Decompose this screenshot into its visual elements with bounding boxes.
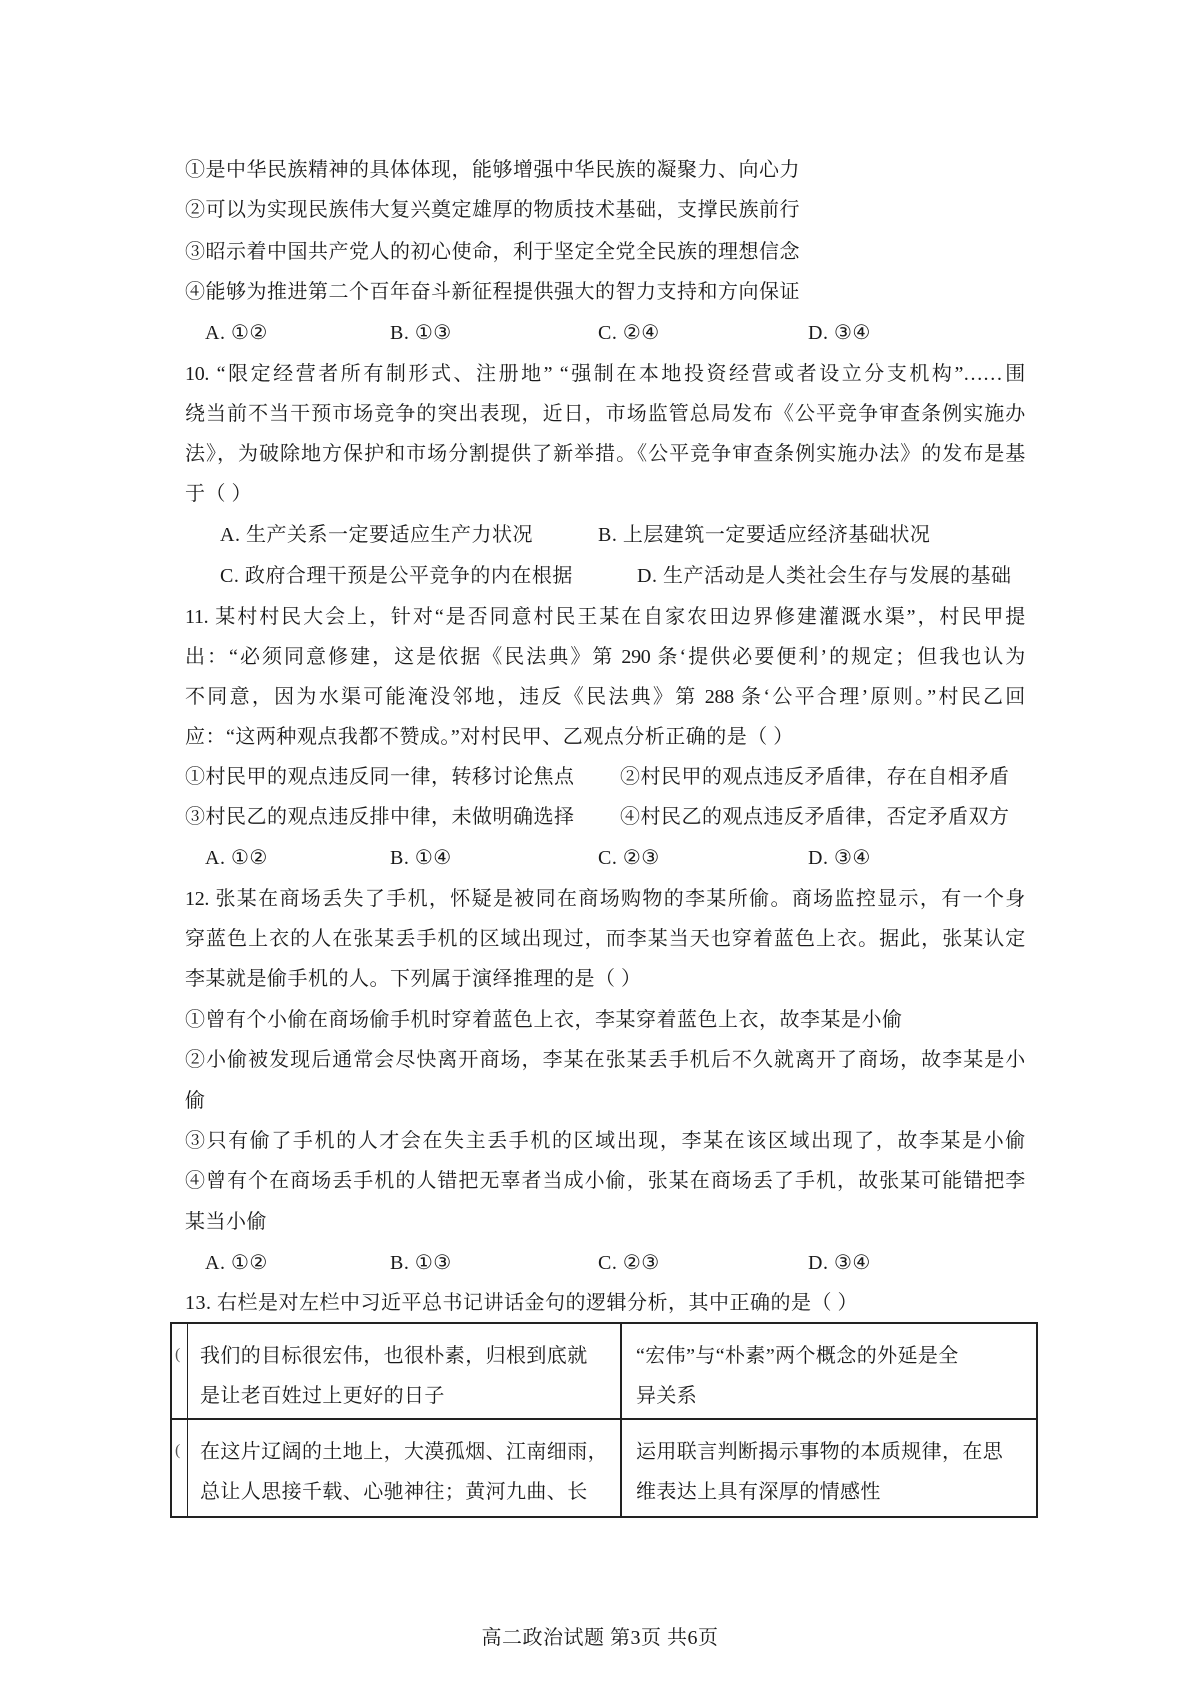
q12-statement-1: ①曾有个小偷在商场偷手机时穿着蓝色上衣，李某穿着蓝色上衣，故李某是小偷	[185, 1009, 903, 1031]
q11-option-b: B. ①④	[390, 847, 452, 869]
table-row-2-quote-line-1: 在这片辽阔的土地上，大漠孤烟、江南细雨，	[200, 1441, 608, 1463]
q11-option-c: C. ②③	[598, 847, 660, 869]
q10-stem-line-2: 绕当前不当干预市场竞争的突出表现，近日，市场监管总局发布《公平竞争审查条例实施办	[185, 403, 1025, 425]
q9-statement-3: ③昭示着中国共产党人的初心使命，利于坚定全党全民族的理想信念	[185, 241, 800, 263]
table-row-2-analysis-line-2: 维表达上具有深厚的情感性	[636, 1481, 881, 1503]
q9-statement-1: ①是中华民族精神的具体体现，能够增强中华民族的凝聚力、向心力	[185, 159, 800, 181]
q11-option-d: D. ③④	[808, 847, 871, 869]
q9-option-a: A. ①②	[205, 322, 268, 344]
q9-option-d: D. ③④	[808, 322, 871, 344]
table-row-2-quote-line-2: 总让人思接千载、心驰神往；黄河九曲、长	[200, 1481, 588, 1503]
q9-option-c: C. ②④	[598, 322, 660, 344]
q10-stem-line-4: 于（ ）	[185, 483, 252, 505]
q12-stem-line-2: 穿蓝色上衣的人在张某丢手机的区域出现过，而李某当天也穿着蓝色上衣。据此，张某认定	[185, 928, 1025, 950]
q12-statement-4-line-2: 某当小偷	[185, 1211, 267, 1233]
q11-statement-4: ④村民乙的观点违反矛盾律，否定矛盾双方	[620, 806, 1010, 828]
q11-stem-line-3: 不同意，因为水渠可能淹没邻地，违反《民法典》第 288 条‘公平合理’原则。”村民乙回	[185, 686, 1025, 708]
q12-statement-2-line-1: ②小偷被发现后通常会尽快离开商场，李某在张某丢手机后不久就离开了商场，故李某是小	[185, 1049, 1025, 1071]
q12-statement-2-line-2: 偷	[185, 1090, 206, 1112]
table-row-1-analysis	[622, 1324, 1036, 1420]
q10-option-d: D. 生产活动是人类社会生存与发展的基础	[637, 565, 1012, 587]
table-row-2-analysis	[622, 1420, 1036, 1516]
q11-option-a: A. ①②	[205, 847, 268, 869]
q12-stem-line-1: 12. 张某在商场丢失了手机，怀疑是被同在商场购物的李某所偷。商场监控显示，有一个身	[185, 888, 1025, 910]
table-row-1-marker: (	[172, 1324, 188, 1420]
q10-stem-line-1: 10. “限定经营者所有制形式、注册地” “强制在本地投资经营或者设立分支机构”……围	[185, 363, 1025, 385]
table-row-2-marker: (	[172, 1420, 188, 1516]
q12-option-a: A. ①②	[205, 1252, 268, 1274]
q9-statement-2: ②可以为实现民族伟大复兴奠定雄厚的物质技术基础，支撑民族前行	[185, 199, 800, 221]
table-row-1-quote-line-1: 我们的目标很宏伟，也很朴素，归根到底就	[200, 1345, 588, 1367]
q10-option-a: A. 生产关系一定要适应生产力状况	[220, 524, 533, 546]
q11-statement-3: ③村民乙的观点违反排中律，未做明确选择	[185, 806, 575, 828]
table-row-1-analysis-line-2: 异关系	[636, 1385, 698, 1407]
table-row-2-analysis-line-1: 运用联言判断揭示事物的本质规律，在思	[636, 1441, 1004, 1463]
q11-stem-line-1: 11. 某村村民大会上，针对“是否同意村民王某在自家农田边界修建灌溉水渠”，村民甲提	[185, 606, 1025, 628]
q12-option-d: D. ③④	[808, 1252, 871, 1274]
q9-statement-4: ④能够为推进第二个百年奋斗新征程提供强大的智力支持和方向保证	[185, 281, 800, 303]
q12-statement-4-line-1: ④曾有个在商场丢手机的人错把无辜者当成小偷，张某在商场丢了手机，故张某可能错把李	[185, 1170, 1025, 1192]
q10-option-b: B. 上层建筑一定要适应经济基础状况	[598, 524, 931, 546]
q12-stem-line-3: 李某就是偷手机的人。下列属于演绎推理的是（ ）	[185, 968, 642, 990]
q12-option-b: B. ①③	[390, 1252, 452, 1274]
q11-stem-line-2: 出：“必须同意修建，这是依据《民法典》第 290 条‘提供必要便利’的规定；但我也认为	[185, 646, 1025, 668]
q12-statement-3: ③只有偷了手机的人才会在失主丢手机的区域出现，李某在该区域出现了，故李某是小偷	[185, 1130, 1025, 1152]
table-row-1-analysis-line-1: “宏伟”与“朴素”两个概念的外延是全	[636, 1345, 959, 1367]
q11-statement-1: ①村民甲的观点违反同一律，转移讨论焦点	[185, 766, 575, 788]
q11-statement-2: ②村民甲的观点违反矛盾律，存在自相矛盾	[620, 766, 1010, 788]
table-row-1-quote-line-2: 是让老百姓过上更好的日子	[200, 1385, 445, 1407]
table-row-1-quote	[188, 1324, 622, 1420]
q13-stem: 13. 右栏是对左栏中习近平总书记讲话金句的逻辑分析，其中正确的是（ ）	[185, 1292, 858, 1314]
table-row-2-quote	[188, 1420, 622, 1516]
q11-stem-line-4: 应：“这两种观点我都不赞成。”对村民甲、乙观点分析正确的是（ ）	[185, 726, 794, 748]
q12-option-c: C. ②③	[598, 1252, 660, 1274]
q9-option-b: B. ①③	[390, 322, 452, 344]
page-footer: 高二政治试题 第3页 共6页	[481, 1627, 719, 1649]
q10-option-c: C. 政府合理干预是公平竞争的内在根据	[220, 565, 573, 587]
q13-analysis-table	[170, 1322, 1038, 1518]
q10-stem-line-3: 法》，为破除地方保护和市场分割提供了新举措。《公平竞争审查条例实施办法》的发布是基	[185, 443, 1025, 465]
